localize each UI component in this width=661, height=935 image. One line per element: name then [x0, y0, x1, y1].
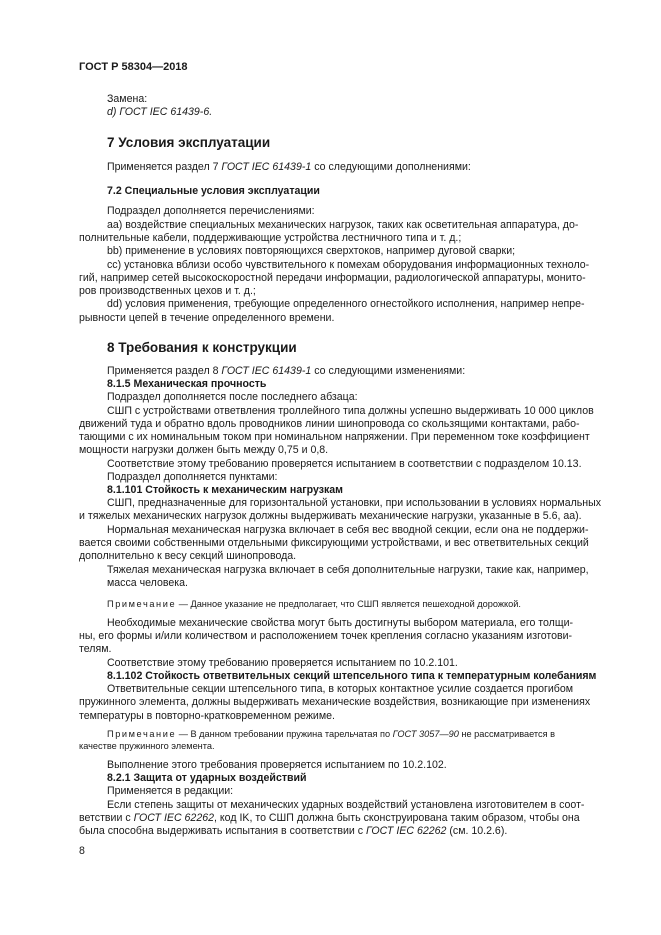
paragraph: Подраздел дополняется после последнего абзаца: — [107, 391, 358, 403]
section-8-1-101-title: 8.1.101 Стойкость к механическим нагрузкам — [107, 484, 344, 496]
list-item-aa: аа) воздействие специальных механических нагрузок, таких как осветительная аппаратура, до- — [107, 219, 579, 231]
note-2-cont: качестве пружинного элемента. — [79, 741, 215, 751]
paragraph: Тяжелая механическая нагрузка включает в себя дополнительные нагрузки, такие как, например, — [107, 564, 589, 576]
paragraph: Подраздел дополняется пунктами: — [107, 471, 278, 483]
section-8-1-5-title: 8.1.5 Механическая прочность — [107, 378, 267, 390]
section-7-intro: Применяется раздел 7 ГОСТ IEC 61439-1 со следующими дополнениями: — [107, 161, 471, 173]
paragraph-cont: вается своими собственными отдельными фиксирующими устройствами, и вес ответвительных секций — [79, 537, 589, 549]
paragraph-cont: пружинного элемента, должны выдерживать механические воздействия, возникающие при изменениях — [79, 696, 591, 708]
list-item-cc-cont: ров производственных цехов и т. д.; — [79, 285, 256, 297]
paragraph-cont: ветствии с ГОСТ IEC 62262, код IK, то СШП должна быть сконструирована таким образом, чтобы она — [79, 812, 580, 824]
paragraph-cont: мощности нагрузки должен быть между 0,75 и 0,8. — [79, 444, 329, 456]
paragraph-cont: была способна выдерживать испытания в соответствии с ГОСТ IEC 62262 (см. 10.2.6). — [79, 825, 508, 837]
paragraph-cont: и тяжелых механических нагрузок должны выдерживать механические нагрузки, указанные в 5.6, аа). — [79, 510, 582, 522]
paragraph: Если степень защиты от механических ударных воздействий установлена изготовителем в соот- — [107, 799, 585, 811]
list-item-cc: сс) установка вблизи особо чувствительного к помехам оборудования информационных техноло- — [107, 259, 590, 271]
paragraph: Выполнение этого требования проверяется испытанием по 10.2.102. — [107, 759, 447, 771]
section-7-2-title: 7.2 Специальные условия эксплуатации — [107, 185, 320, 197]
replacement-label: Замена: — [107, 93, 148, 105]
list-item-dd: dd) условия применения, требующие определенного огнестойкого исполнения, например непре- — [107, 298, 585, 310]
paragraph-cont: тающими с их номинальным током при номинальном напряжении. При переменном токе коэффициент — [79, 431, 590, 443]
paragraph: Соответствие этому требованию проверяется испытанием по 10.2.101. — [107, 657, 458, 669]
paragraph: Нормальная механическая нагрузка включает в себя вес вводной секции, если она не поддержи- — [107, 524, 589, 536]
replacement-item: d) ГОСТ IEC 61439-6. — [107, 106, 213, 118]
paragraph: Необходимые механические свойства могут быть достигнуты выбором материала, его толщи- — [107, 617, 574, 629]
page-number: 8 — [79, 845, 85, 857]
section-8-intro: Применяется раздел 8 ГОСТ IEC 61439-1 со следующими изменениями: — [107, 365, 466, 377]
paragraph: Применяется в редакции: — [107, 785, 234, 797]
paragraph: СШП с устройствами ответвления троллейного типа должны успешно выдерживать 10 000 циклов — [107, 405, 594, 417]
list-item-dd-cont: рывности цепей в течение определенного времени. — [79, 312, 335, 324]
section-7-title: 7 Условия эксплуатации — [107, 135, 271, 150]
list-item-cc-cont: гий, например сетей высокоскоростной передачи информации, радиологической аппаратуры, монито- — [79, 272, 586, 284]
list-item-aa-cont: полнительные кабели, поддерживающие устройства лестничного типа и т. д.; — [79, 232, 462, 244]
paragraph-cont: движений туда и обратно вдоль проводников линии шинопровода со скользящими контактами, рабо- — [79, 418, 580, 430]
section-8-2-1-title: 8.2.1 Защита от ударных воздействий — [107, 772, 307, 784]
paragraph-cont: телям. — [79, 643, 112, 655]
document-header: ГОСТ Р 58304—2018 — [79, 61, 188, 73]
paragraph-cont: масса человека. — [107, 577, 188, 589]
note-2: Примечание — В данном требовании пружина тарельчатая по ГОСТ 3057—90 не рассматривается в — [107, 729, 556, 739]
list-item-bb: bb) применение в условиях повторяющихся сверхтоков, например дуговой сварки; — [107, 245, 516, 257]
paragraph-cont: дополнительно к весу секций шинопровода. — [79, 550, 297, 562]
paragraph: СШП, предназначенные для горизонтальной установки, при использовании в условиях нормальных — [107, 497, 602, 509]
section-8-1-102-title: 8.1.102 Стойкость ответвительных секций штепсельного типа к температурным колебаниям — [107, 670, 597, 682]
paragraph: Ответвительные секции штепсельного типа, в которых контактное усилие создается прогибом — [107, 683, 574, 695]
note-1: Примечание — Данное указание не предполагает, что СШП является пешеходной дорожкой. — [107, 599, 521, 609]
paragraph: Соответствие этому требованию проверяется испытанием в соответствии с подразделом 10.13. — [107, 458, 582, 470]
paragraph-cont: температуры в повторно-кратковременном режиме. — [79, 710, 335, 722]
paragraph: Подраздел дополняется перечислениями: — [107, 205, 315, 217]
paragraph-cont: ны, его формы и/или количеством и расположением точек крепления согласно указаниям изготови- — [79, 630, 573, 642]
section-8-title: 8 Требования к конструкции — [107, 340, 297, 355]
